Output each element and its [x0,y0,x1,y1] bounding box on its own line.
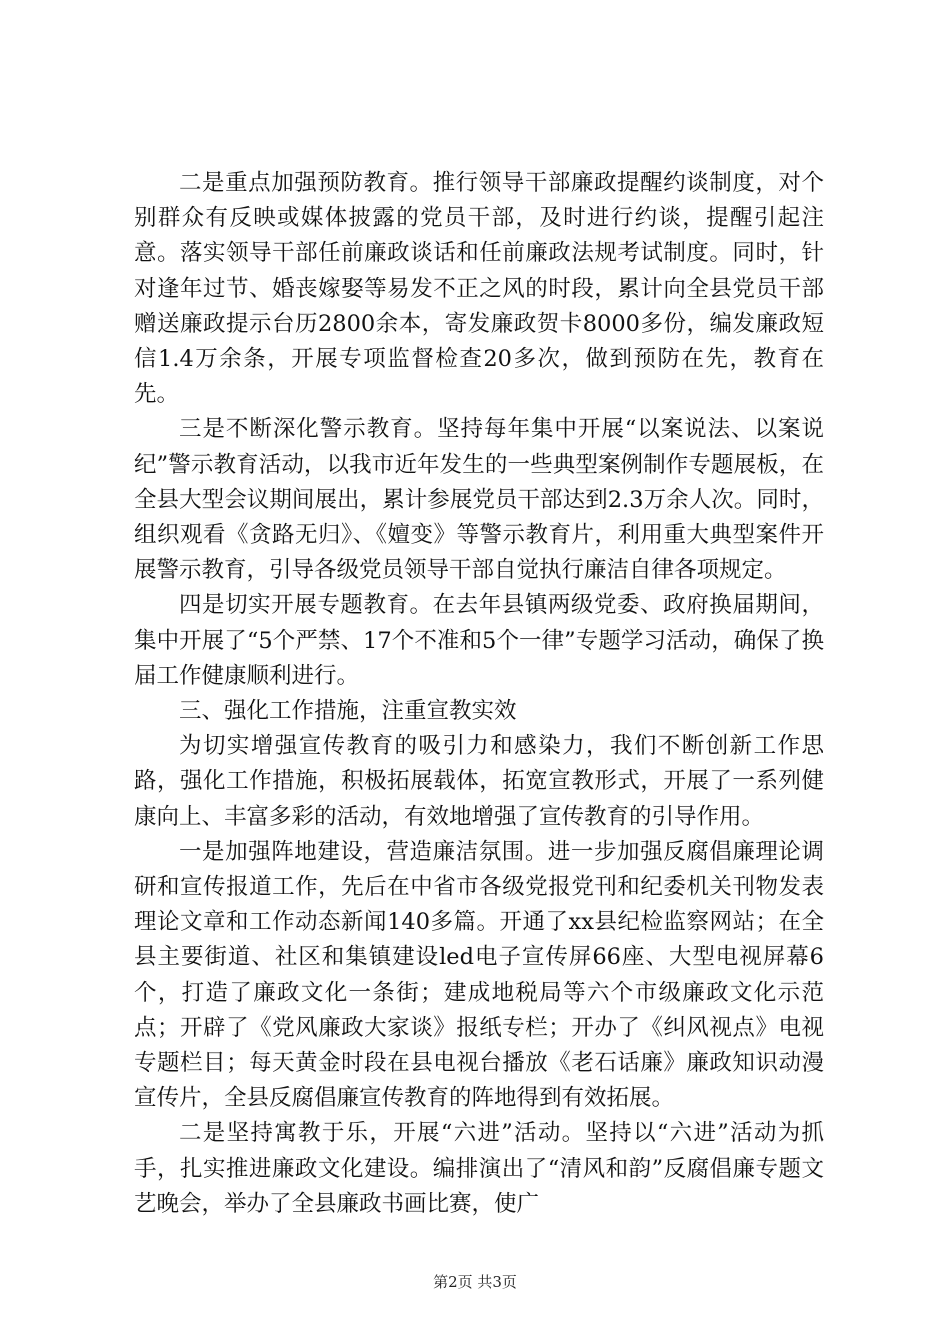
paragraph-warning-education: 三是不断深化警示教育。坚持每年集中开展“以案说法、以案说纪”警示教育活动，以我市近年发生的一些典型案例制作专题展板，在全县大型会议期间展出，累计参展党员干部达到2.3万余人次。同时，组织观看《贪路无归》、《嬗变》等警示教育片，利用重大典型案件开展警示教育，引导各级党员领导干部自觉执行廉洁自律各项规定。 [134,416,824,584]
paragraph-prevention-education: 二是重点加强预防教育。推行领导干部廉政提醒约谈制度，对个别群众有反映或媒体披露的党员干部，及时进行约谈，提醒引起注意。落实领导干部任前廉政谈话和任前廉政法规考试制度。同时，针对逢年过节、婚丧嫁娶等易发不正之风的时段，累计向全县党员干部赠送廉政提示台历2800余本，寄发廉政贺卡8000多份，编发廉政短信1.4万余条，开展专项监督检查20多次，做到预防在先，教育在先。 [134,170,824,408]
page-footer: 第2页 共3页 [433,1273,517,1291]
paragraph-position-building: 一是加强阵地建设，营造廉洁氛围。进一步加强反腐倡廉理论调研和宣传报道工作，先后在中省市各级党报党刊和纪委机关刊物发表理论文章和工作动态新闻140多篇。开通了xx县纪检监察网站；在全县主要街道、社区和集镇建设led电子宣传屏66座、大型电视屏幕6个，打造了廉政文化一条街；建成地税局等六个市级廉政文化示范点；开辟了《党风廉政大家谈》报纸专栏；开办了《纠风视点》电视专题栏目；每天黄金时段在县电视台播放《老石话廉》廉政知识动漫宣传片，全县反腐倡廉宣传教育的阵地得到有效拓展。 [134,838,824,1112]
paragraph-special-education: 四是切实开展专题教育。在去年县镇两级党委、政府换届期间，集中开展了“5个严禁、17个不准和5个一律”专题学习活动，确保了换届工作健康顺利进行。 [134,592,824,689]
paragraph-six-entries: 二是坚持寓教于乐，开展“六进”活动。坚持以“六进”活动为抓手，扎实推进廉政文化建设。编排演出了“清风和韵”反腐倡廉专题文艺晚会，举办了全县廉政书画比赛，使广 [134,1120,824,1217]
document-body [134,166,824,1222]
paragraph-measures-intro: 为切实增强宣传教育的吸引力和感染力，我们不断创新工作思路，强化工作措施，积极拓展载体，拓宽宣教形式，开展了一系列健康向上、丰富多彩的活动，有效地增强了宣传教育的引导作用。 [134,733,824,830]
section-heading-measures: 三、强化工作措施，注重宣教实效 [179,698,517,725]
